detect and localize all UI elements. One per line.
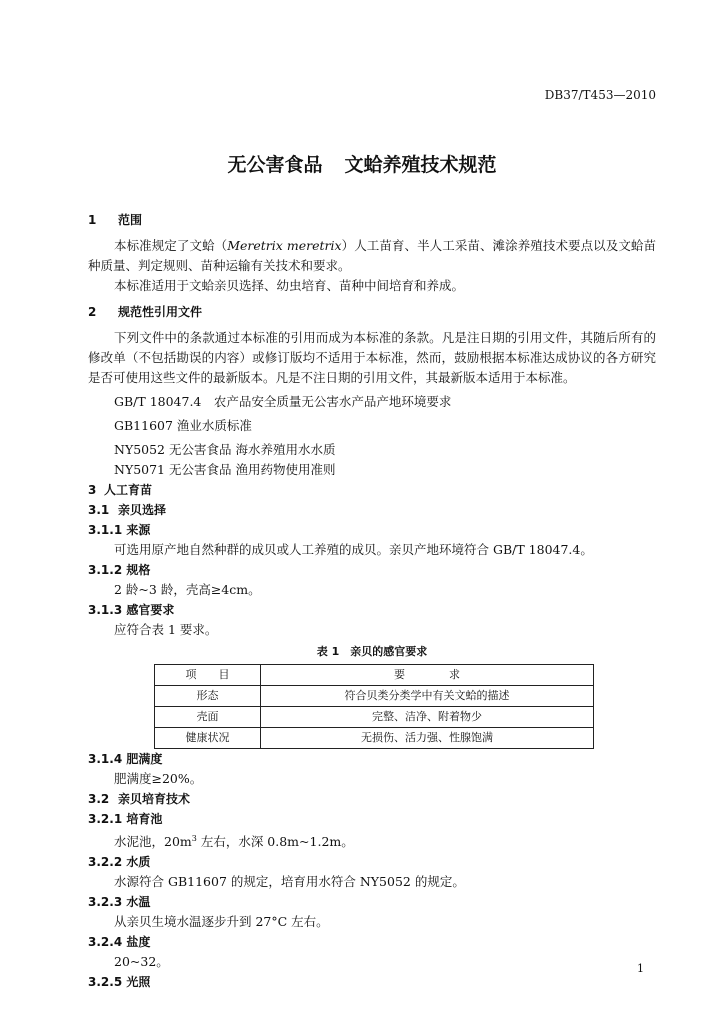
- section-3-1-heading: [88, 500, 656, 520]
- text: ）人工苗育、半人工采苗、滩涂养殖技术要点以及文蛤苗种质量、判定规则、苗种运输有关技术和要求。: [88, 238, 656, 273]
- section-title: 范围: [118, 213, 143, 227]
- section-title: 人工育苗: [104, 483, 153, 497]
- section-3-2-heading: [88, 789, 656, 809]
- section-title: 来源: [126, 523, 151, 537]
- document-code: DB37/T453—2010: [544, 88, 656, 102]
- section-3-2-3-text: 从亲贝生境水温逐步升到 27°C 左右。: [114, 914, 329, 930]
- section-number: 3.1.2: [88, 563, 123, 577]
- section-3-2-1-heading: [88, 809, 656, 829]
- section-number: 3.2.4: [88, 935, 123, 950]
- text: 水泥池，20m: [114, 834, 192, 850]
- table-row: [155, 707, 594, 728]
- table-row: [155, 728, 594, 749]
- section-3-1-1-text: 可选用原产地自然种群的成贝或人工养殖的成贝。亲贝产地环境符合 GB/T 18047.4。: [114, 542, 593, 557]
- section-title: 亲贝培育技术: [118, 792, 191, 806]
- section-number: 3.2: [88, 792, 110, 806]
- section-number: 3.2.3: [88, 895, 123, 910]
- page-number: 1: [637, 962, 644, 975]
- reference-item: GB11607 渔业水质标准: [114, 418, 252, 433]
- section-3-2-4-text: 20~32。: [114, 954, 169, 970]
- latin-name: Meretrix meretrix: [227, 238, 342, 253]
- section-3-1-2-heading: [88, 560, 656, 580]
- table-cell: 壳面: [155, 707, 261, 728]
- section-number: 1: [88, 213, 97, 227]
- table-cell: 完整、洁净、附着物少: [261, 707, 594, 728]
- text: 本标准规定了文蛤（: [114, 238, 228, 253]
- text: 左右，水深 0.8m~1.2m。: [196, 834, 354, 850]
- document-title: [0, 150, 724, 177]
- section-3-1-2-text: 2 龄~3 龄，壳高≥4cm。: [114, 582, 261, 597]
- section-title: 培育池: [126, 812, 163, 826]
- section-3-1-4-heading: [88, 749, 656, 769]
- section-number: 3.2.5: [88, 975, 123, 990]
- sensory-requirements-table: [154, 664, 594, 749]
- reference-item: GB/T 18047.4 农产品安全质量无公害水产品产地环境要求: [114, 394, 452, 409]
- section-2-paragraph: 下列文件中的条款通过本标准的引用而成为本标准的条款。凡是注日期的引用文件，其随后所有的修改单（不包括勘误的内容）或修订版均不适用于本标准，然而，鼓励根据本标准达成协议的各方研究是否可使用这些文件的最新版本。凡是不注日期的引用文件，其最新版本适用于本标准。: [88, 330, 656, 385]
- title-part-1: 无公害食品: [227, 154, 323, 176]
- table-row: [155, 686, 594, 707]
- document-body: [88, 208, 656, 992]
- section-number: 3.1.3: [88, 603, 123, 617]
- title-part-2: 文蛤养殖技术规范: [344, 154, 497, 176]
- section-title: 亲贝选择: [118, 503, 167, 517]
- section-3-2-5-heading: [88, 972, 656, 992]
- section-number: 2: [88, 305, 97, 319]
- table-caption: 表 1 亲贝的感官要求: [316, 645, 428, 658]
- reference-item: NY5071 无公害食品 渔用药物使用准则: [114, 462, 336, 477]
- section-title: 规格: [126, 563, 151, 577]
- section-3-2-2-heading: [88, 852, 656, 872]
- section-3-1-3-heading: [88, 600, 656, 620]
- table-cell: 形态: [155, 686, 261, 707]
- section-2-heading: [88, 302, 656, 322]
- section-3-1-4-text: 肥满度≥20%。: [114, 771, 203, 786]
- section-1-heading: [88, 210, 656, 230]
- table-cell: 符合贝类分类学中有关文蛤的描述: [261, 686, 594, 707]
- superscript: 3: [191, 834, 197, 843]
- section-3-2-4-heading: [88, 932, 656, 952]
- section-3-1-1-heading: [88, 520, 656, 540]
- section-number: 3.1.1: [88, 523, 123, 537]
- section-title: 感官要求: [126, 603, 175, 617]
- reference-item: NY5052 无公害食品 海水养殖用水水质: [114, 442, 336, 457]
- section-1-paragraph-1: [88, 236, 656, 276]
- section-3-2-2-text: 水源符合 GB11607 的规定，培育用水符合 NY5052 的规定。: [114, 874, 465, 890]
- section-title: 肥满度: [126, 752, 163, 766]
- section-3-2-1-text: [88, 829, 656, 852]
- section-number: 3.1: [88, 503, 110, 517]
- section-number: 3.2.2: [88, 855, 123, 870]
- table-cell: 无损伤、活力强、性腺饱满: [261, 728, 594, 749]
- section-title: 盐度: [126, 935, 151, 950]
- section-3-1-3-text: 应符合表 1 要求。: [114, 622, 218, 637]
- section-title: 光照: [126, 975, 151, 990]
- section-title: 规范性引用文件: [118, 305, 203, 319]
- table-header-row: [155, 665, 594, 686]
- section-title: 水温: [126, 895, 151, 910]
- table-cell: 健康状况: [155, 728, 261, 749]
- section-number: 3: [88, 483, 97, 497]
- section-title: 水质: [126, 855, 151, 870]
- section-number: 3.2.1: [88, 812, 123, 826]
- section-number: 3.1.4: [88, 752, 123, 766]
- table-header-cell: 要 求: [261, 665, 594, 686]
- section-3-2-3-heading: [88, 892, 656, 912]
- table-header-cell: 项 目: [155, 665, 261, 686]
- section-3-heading: [88, 480, 656, 500]
- section-1-paragraph-2: 本标准适用于文蛤亲贝选择、幼虫培育、苗种中间培育和养成。: [114, 278, 465, 293]
